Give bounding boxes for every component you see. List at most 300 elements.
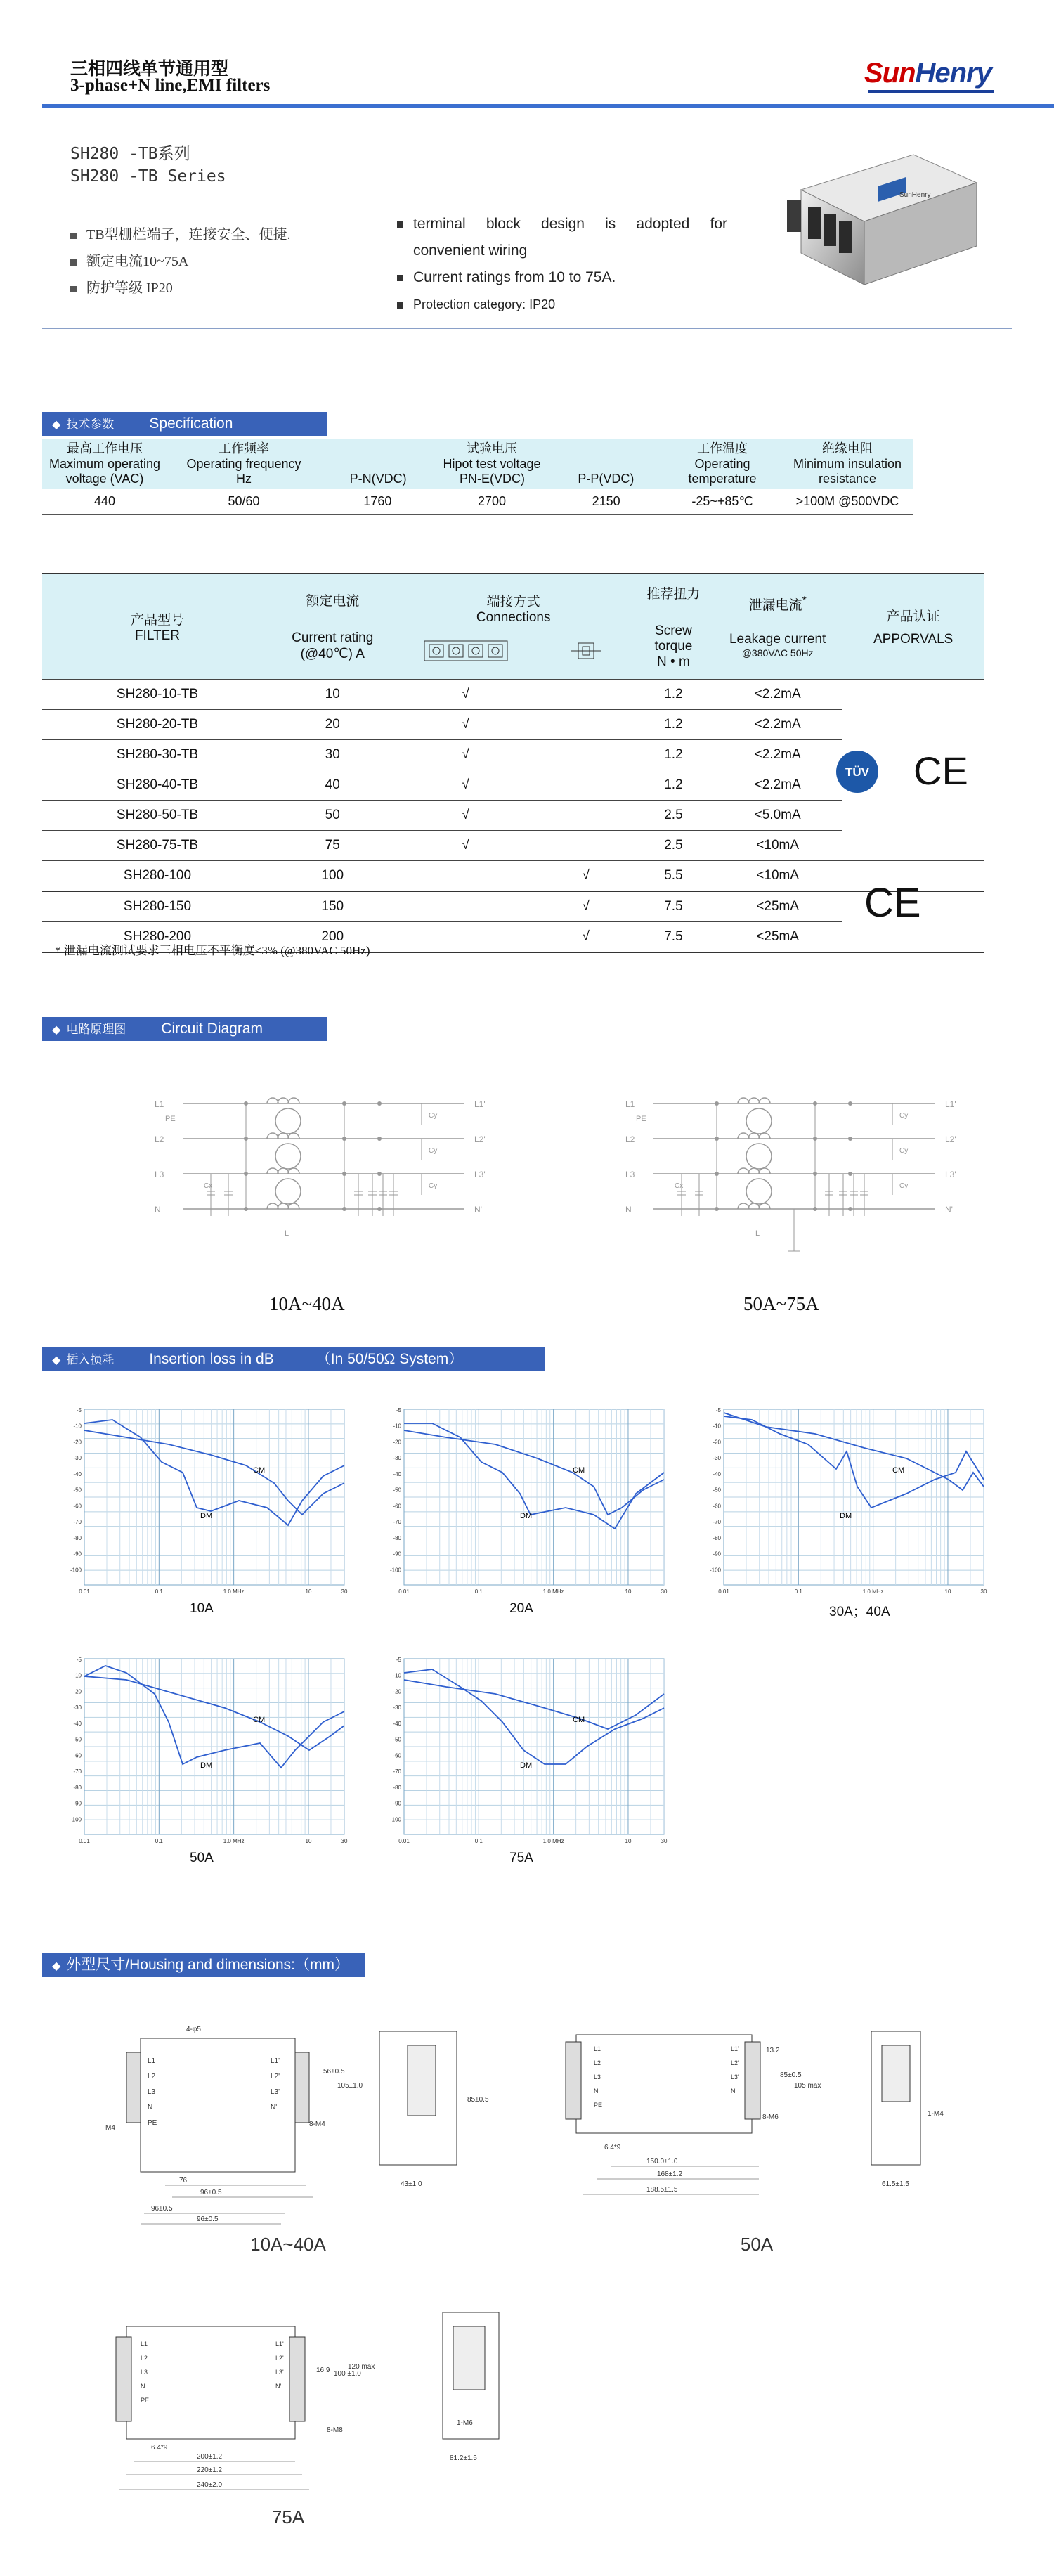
dimension-label: L3 (141, 2369, 148, 2376)
cy-label: Cy (899, 1182, 909, 1190)
y-tick-label: -70 (73, 1519, 82, 1526)
cell-tb: √ (393, 830, 635, 860)
terminal-label: L2 (155, 1134, 164, 1144)
graph-label: 30A；40A (829, 1605, 890, 1619)
y-tick-label: -10 (393, 1423, 401, 1430)
dimension-label: N' (271, 2104, 278, 2111)
th-torque: 推荐扭力 Screw torque N • m (646, 586, 701, 669)
cell-leakage: <25mA (713, 921, 842, 952)
dimension-label: L2' (271, 2073, 280, 2080)
choke-core (746, 1144, 772, 1169)
y-tick-label: -10 (713, 1423, 721, 1430)
junction-dot (813, 1172, 817, 1176)
side-terminals (408, 2045, 436, 2116)
cell-leakage: <10mA (713, 830, 842, 860)
y-tick-label: -30 (393, 1455, 401, 1462)
th-current: 额定电流 Current rating (@40℃) A (292, 594, 374, 662)
choke-core (275, 1144, 301, 1169)
cx-label: Cx (675, 1182, 684, 1190)
graph-label: 10A (190, 1601, 214, 1616)
circuit-diagram-50a-75a (611, 1075, 977, 1265)
y-tick-label: -30 (713, 1455, 721, 1462)
y-tick-label: -80 (393, 1784, 401, 1791)
dimension-label: 76 (179, 2177, 188, 2185)
y-tick-label: -20 (393, 1439, 401, 1446)
svg-text:TÜV: TÜV (845, 765, 869, 779)
y-tick-label: -90 (713, 1551, 721, 1558)
y-tick-label: -90 (73, 1551, 82, 1558)
y-tick-label: -60 (393, 1503, 401, 1510)
dimension-label: L3 (594, 2073, 601, 2080)
y-tick-label: -60 (393, 1752, 401, 1759)
x-tick-label: 0.1 (474, 1588, 483, 1595)
cm-label: CM (573, 1716, 585, 1724)
spec-h-voltage: 最高工作电压 Maximum operating voltage (VAC) (48, 441, 161, 486)
junction-dot (377, 1207, 382, 1211)
spec-h-insulation: 绝缘电阻 Minimum insulation resistance (793, 441, 902, 486)
cy-label: Cy (429, 1112, 438, 1120)
dm-label: DM (840, 1512, 852, 1520)
y-tick-label: -80 (393, 1534, 401, 1541)
x-tick-label: 0.01 (79, 1588, 90, 1595)
cm-label: CM (892, 1466, 905, 1475)
feature-en-item-cont: convenient wiring (413, 242, 528, 259)
dimension-label: 200±1.2 (197, 2453, 223, 2461)
dimension-label: 4-φ5 (186, 2026, 201, 2033)
junction-dot (244, 1137, 248, 1141)
cell-leakage: <2.2mA (713, 679, 842, 709)
features-cn (70, 221, 291, 302)
x-tick-label: 0.1 (474, 1838, 483, 1844)
features-en (397, 211, 727, 318)
terminal-label: L3 (625, 1170, 635, 1179)
dimension-label: N' (275, 2383, 282, 2390)
cell-torque: 7.5 (635, 921, 713, 952)
approval-marks-1 (833, 744, 968, 800)
junction-dot (377, 1172, 382, 1176)
graph-label: 20A (509, 1601, 533, 1616)
product-photo (759, 141, 991, 302)
x-tick-label: 1.0 MHz (862, 1588, 884, 1595)
th-approvals: 产品认证 APPORVALS (873, 609, 954, 647)
header-title-cn: 三相四线单节通用型 (70, 60, 229, 79)
dimension-label: L2' (275, 2355, 284, 2362)
spec-v-insulation: >100M @500VDC (795, 494, 899, 508)
cell-leakage: <25mA (713, 891, 842, 922)
terminal-label: L1 (625, 1099, 635, 1109)
housing-body (126, 2326, 295, 2439)
x-tick-label: 10 (625, 1588, 632, 1595)
dimension-label: N (148, 2104, 153, 2111)
feature-cn-item: 额定电流10~75A (70, 248, 291, 275)
dimension-label: 16.9 (316, 2367, 330, 2374)
y-tick-label: -5 (76, 1657, 82, 1663)
table-row (42, 800, 984, 830)
cell-torque: 2.5 (635, 800, 713, 830)
cell-model: SH280-75-TB (42, 830, 273, 860)
dimension-label: 6.4*9 (604, 2144, 621, 2151)
inductor-coil (748, 1098, 760, 1103)
dimension-label: L1 (148, 2057, 156, 2065)
junction-dot (848, 1207, 852, 1211)
cell-tb: √ (393, 921, 635, 952)
x-tick-label: 30 (341, 1588, 348, 1595)
x-tick-label: 1.0 MHz (223, 1838, 245, 1844)
x-tick-label: 1.0 MHz (542, 1588, 564, 1595)
section-divider (42, 328, 1012, 329)
cell-current: 50 (273, 800, 393, 830)
junction-dot (715, 1172, 719, 1176)
x-tick-label: 30 (661, 1838, 668, 1844)
inductor-coil (267, 1203, 278, 1209)
junction-dot (715, 1207, 719, 1211)
dimension-label: 81.2±1.5 (450, 2454, 477, 2462)
dimension-label: L3' (271, 2088, 280, 2096)
dimension-label: 10A~40A (250, 2234, 326, 2255)
cell-torque: 2.5 (635, 830, 713, 860)
y-tick-label: -100 (70, 1567, 82, 1574)
cell-tb: √ (393, 800, 635, 830)
y-tick-label: -70 (393, 1519, 401, 1526)
dimension-label: L2 (141, 2355, 148, 2362)
y-tick-label: -100 (389, 1567, 401, 1574)
cell-leakage: <5.0mA (713, 800, 842, 830)
insertion-loss-graph (63, 1655, 358, 1845)
x-tick-label: 30 (341, 1838, 348, 1844)
y-tick-label: -30 (73, 1455, 82, 1462)
cell-torque: 1.2 (635, 739, 713, 770)
x-tick-label: 30 (980, 1588, 987, 1595)
circuit-label-right: 50A~75A (743, 1293, 819, 1314)
inductor-label: L (285, 1229, 289, 1238)
y-tick-label: -80 (73, 1534, 82, 1541)
cy-label: Cy (899, 1112, 909, 1120)
dimension-label: L2' (731, 2059, 739, 2066)
junction-dot (848, 1101, 852, 1106)
y-tick-label: -70 (73, 1768, 82, 1775)
y-tick-label: -10 (393, 1672, 401, 1679)
spec-v-frequency: 50/60 (228, 494, 260, 508)
th-connections: 端接方式 Connections (393, 574, 635, 679)
y-tick-label: -20 (393, 1688, 401, 1695)
dimension-label: L3' (275, 2369, 284, 2376)
inductor-label: L (755, 1229, 760, 1238)
terminal-label: L1' (945, 1099, 956, 1109)
approval-marks-2 (861, 877, 945, 926)
side-terminals (453, 2326, 485, 2390)
terminal-label: L3 (155, 1170, 164, 1179)
insertion-loss-graph (383, 1655, 678, 1845)
y-tick-label: -5 (76, 1407, 82, 1413)
cell-tb: √ (393, 739, 635, 770)
y-tick-label: -50 (73, 1487, 82, 1494)
cell-model: SH280-30-TB (42, 739, 273, 770)
x-tick-label: 10 (625, 1838, 632, 1844)
leakage-note: * 泄漏电流测试要求三相电压不平衡度<3% (@380VAC 50Hz) (55, 944, 370, 957)
cm-label: CM (253, 1716, 266, 1724)
y-tick-label: -40 (73, 1720, 82, 1727)
dimension-label: N (141, 2383, 145, 2390)
dimension-label: 150.0±1.0 (646, 2158, 678, 2166)
junction-dot (244, 1101, 248, 1106)
dimension-label: L1' (271, 2057, 280, 2065)
y-tick-label: -100 (70, 1816, 82, 1823)
cell-model: SH280-40-TB (42, 770, 273, 800)
inductor-coil (738, 1203, 749, 1209)
dimension-label: 75A (271, 2506, 305, 2528)
x-tick-label: 0.1 (794, 1588, 802, 1595)
cm-label: CM (253, 1466, 266, 1475)
ce-mark-icon: CE (913, 749, 968, 793)
dimension-label: L3' (731, 2073, 739, 2080)
cell-leakage: <2.2mA (713, 709, 842, 739)
cell-model: SH280-100 (42, 860, 273, 891)
dimension-label: 96±0.5 (200, 2189, 222, 2196)
spec-table (42, 439, 913, 515)
cell-current: 200 (273, 921, 393, 952)
section-circuit-header: ◆ 电路原理图 Circuit Diagram (42, 1017, 327, 1041)
y-tick-label: -20 (73, 1439, 82, 1446)
dimension-label: 105 max (794, 2082, 821, 2090)
dimension-label: L1' (731, 2045, 739, 2052)
x-tick-label: 0.1 (155, 1588, 163, 1595)
cx-label: Cx (204, 1182, 213, 1190)
cell-current: 75 (273, 830, 393, 860)
inductor-coil (267, 1168, 278, 1174)
side-terminals (882, 2045, 910, 2102)
dimension-label: L2 (148, 2073, 156, 2080)
header-title-en: 3-phase+N line,EMI filters (70, 76, 271, 95)
insertion-loss-graph (63, 1406, 358, 1596)
circuit-label-left: 10A~40A (269, 1293, 345, 1314)
y-tick-label: -100 (709, 1567, 721, 1574)
y-tick-label: -10 (73, 1423, 82, 1430)
junction-dot (342, 1172, 346, 1176)
cell-torque: 7.5 (635, 891, 713, 922)
y-tick-label: -50 (393, 1736, 401, 1743)
cell-torque: 1.2 (635, 709, 713, 739)
y-tick-label: -100 (389, 1816, 401, 1823)
junction-dot (342, 1137, 346, 1141)
spec-v-pp: 2150 (592, 494, 620, 508)
dimension-label: L1 (594, 2045, 601, 2052)
dimension-label: 85±0.5 (780, 2071, 802, 2079)
choke-core (275, 1179, 301, 1204)
dimension-label: M4 (105, 2124, 115, 2132)
dimension-label: 240±2.0 (197, 2481, 223, 2489)
dimension-label: PE (148, 2119, 157, 2127)
junction-dot (848, 1172, 852, 1176)
spec-h-temperature: 工作温度 Operating temperature (688, 441, 757, 486)
dimension-label: 8-M8 (327, 2426, 343, 2434)
inductor-coil (288, 1098, 299, 1103)
inductor-coil (738, 1168, 749, 1174)
dimension-label: 188.5±1.5 (646, 2186, 678, 2194)
spec-v-pne: 2700 (477, 494, 506, 508)
terminal-label: L1 (155, 1099, 164, 1109)
y-tick-label: -70 (393, 1768, 401, 1775)
series-title-en: SH280 -TB Series (70, 167, 226, 186)
graph-label: 75A (509, 1851, 533, 1865)
cell-current: 150 (273, 891, 393, 922)
table-row (42, 891, 984, 922)
cell-current: 10 (273, 679, 393, 709)
spec-v-voltage: 440 (93, 494, 116, 508)
cell-tb: √ (393, 709, 635, 739)
dimension-label: 13.2 (766, 2047, 780, 2054)
x-tick-label: 0.01 (79, 1838, 90, 1844)
terminal-label: N (155, 1205, 161, 1215)
junction-dot (244, 1172, 248, 1176)
dimension-label: 85±0.5 (467, 2096, 489, 2104)
junction-dot (848, 1137, 852, 1141)
dimension-label: 105±1.0 (337, 2082, 363, 2090)
cell-current: 100 (273, 860, 393, 891)
cell-model: SH280-150 (42, 891, 273, 922)
terminal-block-right (289, 2337, 305, 2421)
y-tick-label: -50 (713, 1487, 721, 1494)
th-model: 产品型号 FILTER (130, 612, 184, 643)
y-tick-label: -5 (396, 1657, 401, 1663)
terminal-label: L2' (945, 1134, 956, 1144)
svg-text:SunHenry: SunHenry (899, 191, 931, 199)
cy-label: Cy (429, 1147, 438, 1155)
dimension-label: 220±1.2 (197, 2466, 223, 2474)
insertion-loss-graph (703, 1406, 998, 1596)
y-tick-label: -30 (393, 1704, 401, 1711)
cell-tb: √ (393, 679, 635, 709)
y-tick-label: -30 (73, 1704, 82, 1711)
inductor-coil (738, 1133, 749, 1139)
section-spec-header: ◆ 技术参数 Specification (42, 412, 327, 436)
terminal-block-left (126, 2052, 141, 2123)
terminal-label: N (625, 1205, 632, 1215)
graph-label: 50A (190, 1851, 214, 1865)
x-tick-label: 1.0 MHz (542, 1838, 564, 1844)
y-tick-label: -40 (73, 1470, 82, 1477)
cell-tb: √ (393, 770, 635, 800)
circuit-diagram-10a-40a (141, 1075, 506, 1265)
y-tick-label: -50 (73, 1736, 82, 1743)
dimension-label: 1-M6 (457, 2419, 473, 2427)
terminal-label: L3' (474, 1170, 486, 1179)
choke-core (275, 1108, 301, 1134)
insertion-loss-graph (383, 1406, 678, 1596)
feature-en-item: Current ratings from 10 to 75A. (397, 264, 727, 291)
y-tick-label: -60 (73, 1503, 82, 1510)
table-row (42, 679, 984, 709)
cell-current: 30 (273, 739, 393, 770)
x-tick-label: 0.01 (718, 1588, 729, 1595)
dimension-label: 50A (740, 2234, 774, 2255)
dimension-label: N (594, 2088, 599, 2095)
dimension-label: L2 (594, 2059, 601, 2066)
y-tick-label: -50 (393, 1487, 401, 1494)
terminal-label: L2 (625, 1134, 635, 1144)
dm-label: DM (520, 1761, 533, 1770)
junction-dot (342, 1101, 346, 1106)
spec-h-frequency: 工作频率 Operating frequency Hz (186, 441, 301, 486)
cell-leakage: <2.2mA (713, 739, 842, 770)
junction-dot (244, 1207, 248, 1211)
pe-label: PE (165, 1115, 176, 1123)
pe-label: PE (636, 1115, 646, 1123)
junction-dot (377, 1137, 382, 1141)
cell-torque: 5.5 (635, 860, 713, 891)
dimension-label: 96±0.5 (151, 2205, 173, 2213)
y-tick-label: -5 (396, 1407, 401, 1413)
x-tick-label: 0.01 (398, 1588, 410, 1595)
inductor-coil (738, 1098, 749, 1103)
y-tick-label: -40 (393, 1470, 401, 1477)
y-tick-label: -60 (73, 1752, 82, 1759)
th-leakage: 泄漏电流* Leakage current @380VAC 50Hz (729, 595, 826, 659)
dimension-label: 168±1.2 (657, 2170, 683, 2178)
dimension-label: L1' (275, 2341, 284, 2348)
logo-underline (868, 90, 994, 93)
terminal-label: N' (474, 1205, 482, 1215)
inductor-coil (267, 1133, 278, 1139)
feature-en-item: terminal block design is adopted for (397, 211, 727, 238)
inductor-coil (759, 1098, 770, 1103)
terminal-block-right (295, 2052, 309, 2123)
cy-label: Cy (429, 1182, 438, 1190)
inductor-coil (278, 1098, 289, 1103)
terminal-label: L1' (474, 1099, 486, 1109)
table-row (42, 860, 984, 891)
terminal-block-right (745, 2042, 760, 2119)
junction-dot (813, 1207, 817, 1211)
y-tick-label: -60 (713, 1503, 721, 1510)
junction-dot (813, 1101, 817, 1106)
y-tick-label: -5 (715, 1407, 721, 1413)
y-tick-label: -80 (713, 1534, 721, 1541)
cell-model: SH280-20-TB (42, 709, 273, 739)
cell-leakage: <2.2mA (713, 770, 842, 800)
dimension-label: N' (731, 2088, 737, 2095)
junction-dot (715, 1137, 719, 1141)
spec-h-hipot: 试验电压 Hipot test voltage P-N(VDC) PN-E(VDC) P-P(VDC) (349, 441, 635, 486)
section-insertion-header: ◆ 插入损耗 Insertion loss in dB （In 50/50Ω System） (42, 1347, 545, 1371)
y-tick-label: -80 (73, 1784, 82, 1791)
cell-leakage: <10mA (713, 860, 842, 891)
dimension-label: L3 (148, 2088, 156, 2096)
brand-logo: SunHenry (864, 58, 991, 89)
cell-current: 40 (273, 770, 393, 800)
junction-dot (715, 1101, 719, 1106)
x-tick-label: 10 (944, 1588, 951, 1595)
dm-label: DM (200, 1761, 213, 1770)
y-tick-label: -70 (713, 1519, 721, 1526)
cell-model: SH280-10-TB (42, 679, 273, 709)
cell-tb: √ (393, 891, 635, 922)
dm-label: DM (520, 1512, 533, 1520)
cell-model: SH280-200 (42, 921, 273, 952)
y-tick-label: -40 (713, 1470, 721, 1477)
terminal-block-left (116, 2337, 131, 2421)
feature-cn-item: 防护等级 IP20 (70, 275, 291, 302)
dimension-label: 120 max (348, 2363, 375, 2371)
x-tick-label: 1.0 MHz (223, 1588, 245, 1595)
dimension-label: 100 ±1.0 (334, 2370, 361, 2378)
feature-cn-item: TB型栅栏端子，连接安全、便捷. (70, 221, 291, 248)
junction-dot (377, 1101, 382, 1106)
header-divider (42, 104, 1054, 108)
ce-mark-icon: CE (864, 880, 921, 926)
y-tick-label: -90 (393, 1551, 401, 1558)
section-housing-header: ◆ 外型尺寸/Housing and dimensions:（mm） (42, 1953, 365, 1977)
dimension-label: 43±1.0 (401, 2180, 422, 2188)
